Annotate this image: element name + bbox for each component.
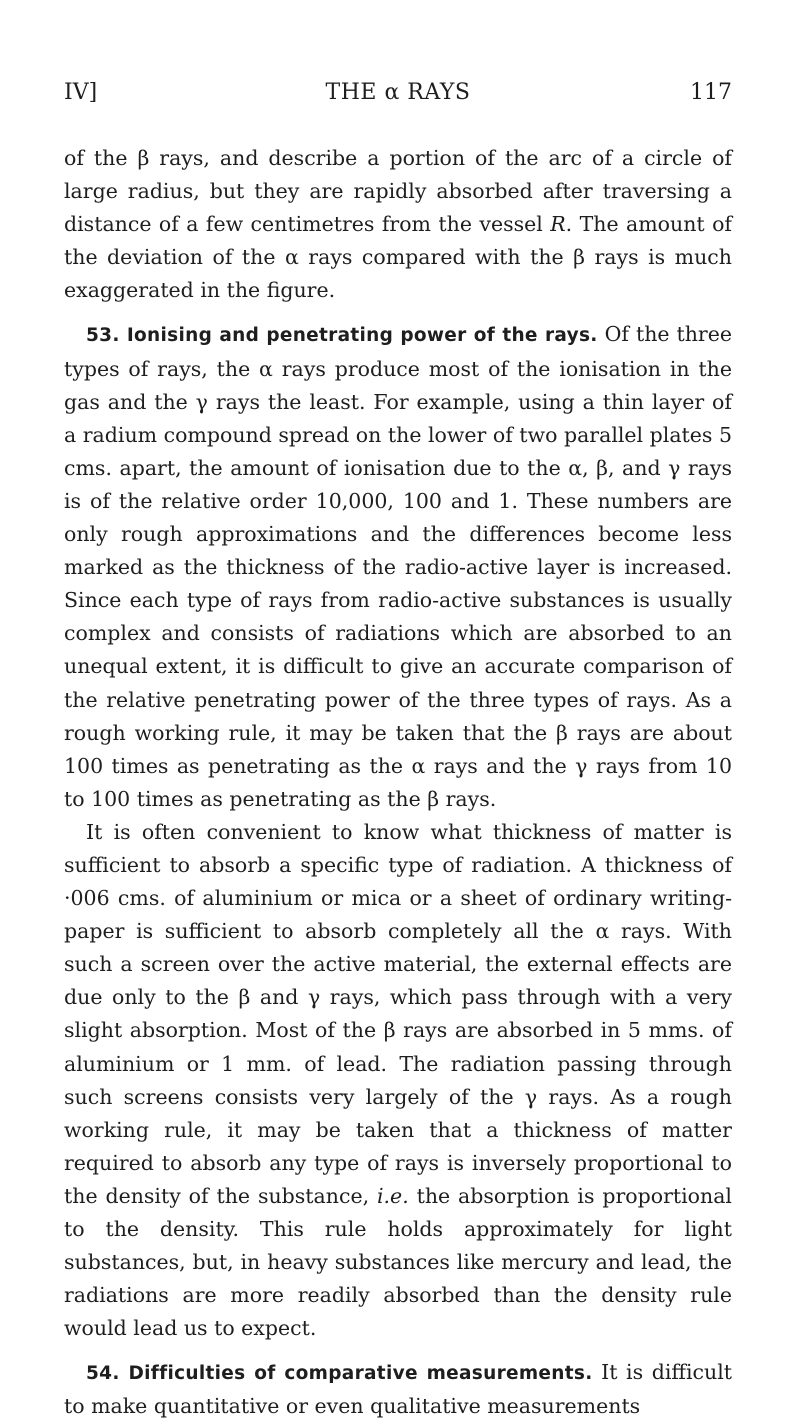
text-run: of the β rays, and describe a portion of the arc of a circle of large radius, but they are rapidly absorbed after traversing a distance of a few centimetres from the vessel [64,146,732,237]
text-run: . The amount of the deviation of the α rays compared with the β rays is much exaggerated in the figure. [64,212,733,303]
body-text [64,142,732,1424]
abbreviation-ie: i.e. [376,1183,409,1208]
section-heading: 54. Difficulties of comparative measurements. [86,1363,593,1385]
paragraph-thickness [64,816,732,1346]
text-run: It is difficult to make quantitative or even qualitative measurements [64,1360,732,1419]
text-run: the absorption is proportional to the density. This rule holds approximately for light substances, but, in heavy substances like mercury and lead, the radiations are more readily absorbed than the density rule would lead us to expect. [64,1183,732,1341]
section-heading: 53. Ionising and penetrating power of the rays. [86,325,598,347]
text-run: Of the three types of rays, the α rays produce most of the ionisation in the gas and the γ rays the least. For example, using a thin layer of a radium compound spread on the lower of two parallel plates 5 cms. apart, the amount of ionisation due to the α, β, and γ rays is of the relative order 10,000, 100 and 1. These numbers are only rough approximations and the differences become less marked as the thickness of the radio-active layer is increased. Since each type of rays from radio-active substances is usually complex and consists of radiations which are absorbed to an unequal extent, it is difficult to give an accurate comparison of the relative penetrating power of the three types of rays. As a rough working rule, it may be taken that the β rays are about 100 times as penetrating as the α rays and the γ rays from 10 to 100 times as penetrating as the β rays. [64,322,732,811]
paragraph-continuation [64,142,732,307]
running-head [64,80,732,114]
chapter-number: IV] [64,80,98,105]
page-number: 117 [690,80,732,105]
section-53-paragraph [64,318,732,815]
vessel-label: R [550,212,566,237]
section-54-paragraph [64,1356,732,1423]
running-title: THE α RAYS [325,80,471,105]
text-run: It is often convenient to know what thickness of matter is sufficient to absorb a specific type of radiation. A thickness of ·006 cms. of aluminium or mica or a sheet of ordinary writing-paper is sufficient to absorb completely all the α rays. With such a screen over the active material, the external effects are due only to the β and γ rays, which pass through with a very slight absorption. Most of the β rays are absorbed in 5 mms. of aluminium or 1 mm. of lead. The radiation passing through such screens consists very largely of the γ rays. As a rough working rule, it may be taken that a thickness of matter required to absorb any type of rays is inversely proportional to the density of the substance, [64,819,732,1208]
